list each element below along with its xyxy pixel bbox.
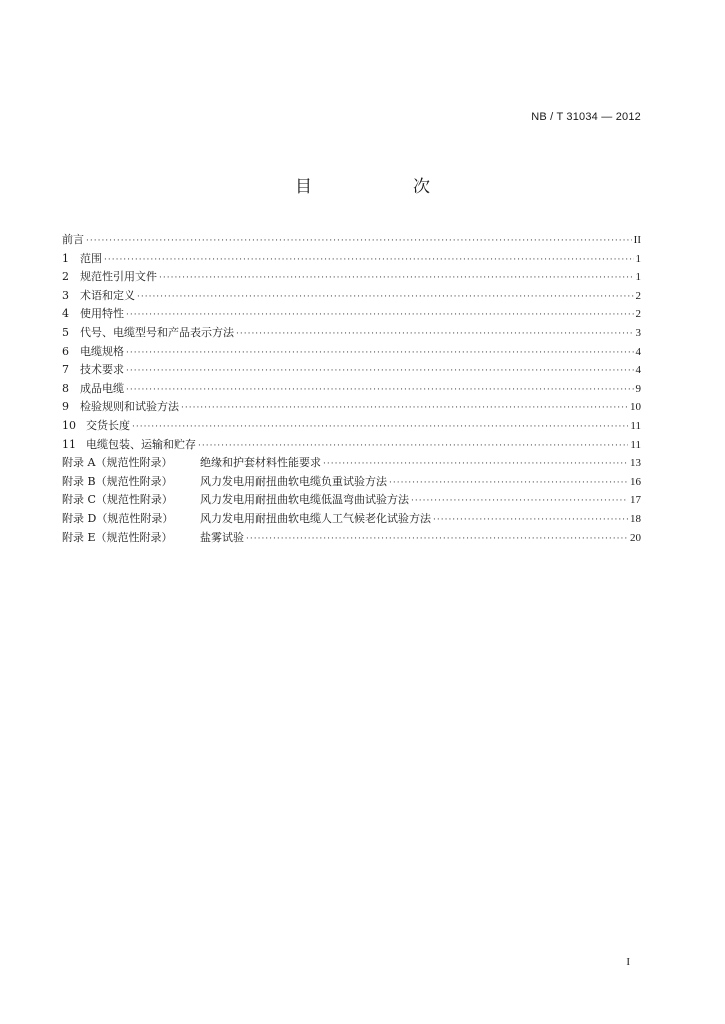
toc-entry-foreword[interactable] (62, 231, 641, 250)
toc-section-number: 7 (62, 363, 69, 377)
dot-leader (86, 232, 632, 251)
toc-appendix-number: 附录 A（规范性附录） (62, 456, 173, 470)
toc-entry-label: 范围 (80, 251, 102, 265)
toc-entry-label: 检验规则和试验方法 (80, 400, 179, 414)
toc-entry-label: 风力发电用耐扭曲软电缆低温弯曲试验方法 (200, 493, 409, 507)
toc-entry-label: 成品电缆 (80, 381, 124, 395)
toc-entry-label: 规范性引用文件 (80, 270, 157, 284)
toc-entry-appendix-c[interactable] (62, 491, 641, 510)
toc-section-number: 2 (62, 270, 69, 284)
standard-code: NB / T 31034 — 2012 (531, 111, 641, 123)
toc-entry-11[interactable] (62, 436, 641, 455)
dot-leader (181, 399, 628, 418)
page-title: 目 次 (295, 177, 472, 197)
dot-leader (236, 325, 634, 344)
toc-entry-label: 风力发电用耐扭曲软电缆人工气候老化试验方法 (200, 511, 431, 525)
dot-leader (389, 474, 628, 493)
toc-page-number: 3 (635, 326, 641, 339)
dot-leader (126, 306, 634, 325)
toc-section-number: 11 (62, 437, 76, 451)
toc-entry-label: 电缆包装、运输和贮存 (86, 437, 196, 451)
dot-leader (126, 362, 634, 381)
toc-page-number: 11 (630, 419, 641, 432)
toc-entry-1[interactable] (62, 250, 641, 269)
page-number: I (626, 956, 630, 968)
toc-entry-label: 绝缘和护套材料性能要求 (200, 456, 321, 470)
toc-page-number: 18 (630, 512, 641, 525)
toc-page-number: 2 (635, 289, 641, 302)
toc-appendix-number: 附录 D（规范性附录） (62, 511, 174, 525)
toc-page-number: 2 (635, 308, 641, 321)
toc-entry-label: 电缆规格 (80, 344, 124, 358)
toc-page-number: 4 (635, 364, 641, 377)
dot-leader (137, 288, 634, 307)
toc-entry-3[interactable] (62, 287, 641, 306)
toc-section-number: 5 (62, 325, 69, 339)
toc-page-number: 10 (630, 401, 641, 414)
toc-page-number: 17 (630, 494, 641, 507)
toc-appendix-number: 附录 E（规范性附录） (62, 530, 173, 544)
dot-leader (159, 269, 634, 288)
toc-entry-appendix-a[interactable] (62, 454, 641, 473)
toc-page-number: 20 (630, 531, 641, 544)
toc-entry-label: 盐雾试验 (200, 530, 244, 544)
toc-section-number: 1 (62, 251, 69, 265)
toc-entry-appendix-b[interactable] (62, 473, 641, 492)
toc-entry-label: 交货长度 (86, 418, 130, 432)
toc-entry-4[interactable] (62, 305, 641, 324)
toc-appendix-number: 附录 B（规范性附录） (62, 474, 173, 488)
dot-leader (198, 437, 628, 456)
toc-entry-label: 技术要求 (80, 363, 124, 377)
toc-entry-label: 使用特性 (80, 307, 124, 321)
toc-section-number: 8 (62, 381, 69, 395)
toc-page-number: 1 (635, 271, 641, 284)
toc-page-number: 11 (630, 438, 641, 451)
toc-entry-5[interactable] (62, 324, 641, 343)
toc-entry-appendix-d[interactable] (62, 510, 641, 529)
dot-leader (433, 511, 628, 530)
dot-leader (126, 344, 634, 363)
toc-section-number: 10 (62, 418, 76, 432)
toc-entry-label: 前言 (62, 233, 84, 246)
toc-entry-6[interactable] (62, 343, 641, 362)
toc-entry-9[interactable] (62, 398, 641, 417)
dot-leader (126, 381, 634, 400)
toc-page-number: 4 (635, 345, 641, 358)
toc-appendix-number: 附录 C（规范性附录） (62, 493, 173, 507)
toc-entry-7[interactable] (62, 361, 641, 380)
table-of-contents (62, 231, 641, 547)
toc-section-number: 6 (62, 344, 69, 358)
dot-leader (104, 251, 634, 270)
toc-entry-10[interactable] (62, 417, 641, 436)
toc-page-number: 13 (630, 457, 641, 470)
toc-entry-label: 术语和定义 (80, 288, 135, 302)
toc-entry-8[interactable] (62, 380, 641, 399)
toc-page-number: II (633, 234, 641, 246)
dot-leader (246, 530, 628, 549)
dot-leader (323, 455, 628, 474)
toc-section-number: 4 (62, 307, 69, 321)
toc-section-number: 9 (62, 400, 69, 414)
toc-entry-appendix-e[interactable] (62, 529, 641, 548)
toc-page-number: 1 (635, 252, 641, 265)
toc-page-number: 9 (635, 382, 641, 395)
toc-section-number: 3 (62, 288, 69, 302)
toc-entry-2[interactable] (62, 268, 641, 287)
toc-entry-label: 代号、电缆型号和产品表示方法 (80, 325, 234, 339)
dot-leader (411, 492, 628, 511)
dot-leader (132, 418, 628, 437)
toc-page-number: 16 (630, 475, 641, 488)
toc-entry-label: 风力发电用耐扭曲软电缆负重试验方法 (200, 474, 387, 488)
